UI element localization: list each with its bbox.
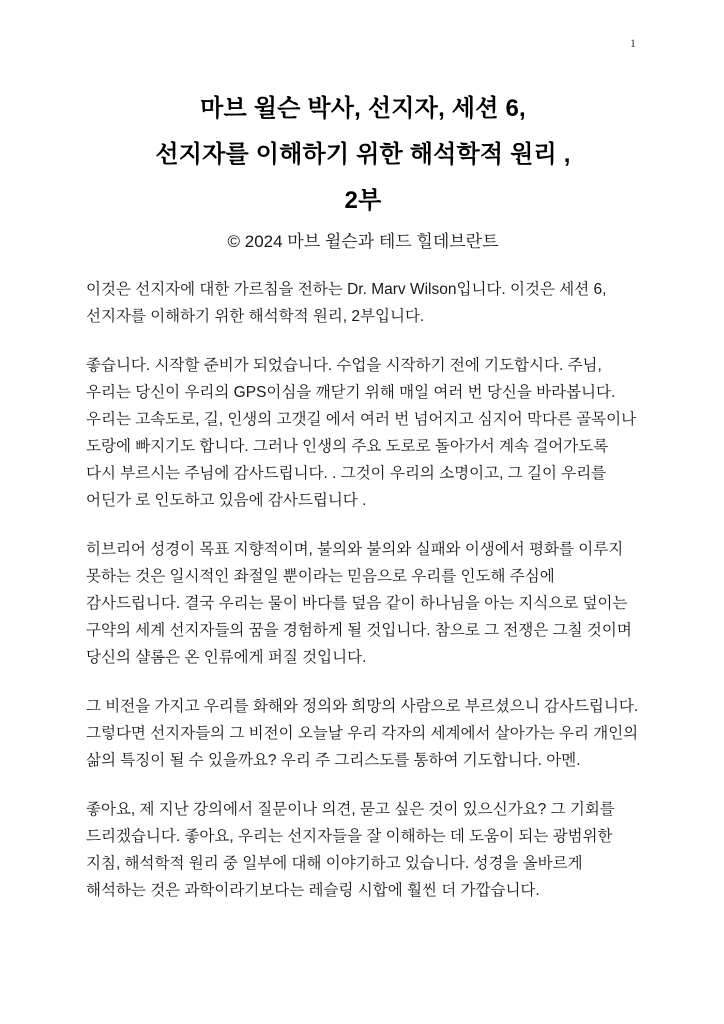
document-title-line: 선지자를 이해하기 위한 해석학적 원리 , — [155, 141, 571, 168]
paragraph: 히브리어 성경이 목표 지향적이며, 불의와 불의와 실패와 이생에서 평화를 이루지 못하는 것은 일시적인 좌절일 뿐이라는 믿음으로 우리를 인도해 주심에 감사드립니다. 결국 우리는 물이 바다를 덮음 같이 하나님을 아는 지식으로 덮이는 구약의 세계 선지자들의 꿈을 경험하게 될 것입니다. 참으로 그 전쟁은 그칠 것이며 당신의 샬롬은 온 인류에게 퍼질 것입니다. — [86, 541, 632, 666]
document-content — [86, 86, 640, 926]
document-title — [86, 86, 640, 224]
paragraph: 그 비전을 가지고 우리를 화해와 정의와 희망의 사람으로 부르셨으니 감사드립니다. 그렇다면 선지자들의 그 비전이 오늘날 우리 각자의 세계에서 살아가는 우리 개인의 삶의 특징이 될 수 있을까요? 우리 주 그리스도를 통하여 기도합니다. 아멘. — [86, 698, 639, 769]
page-number: 1 — [630, 36, 636, 50]
copyright-line: © 2024 마브 윌슨과 테드 힐데브란트 — [227, 232, 499, 251]
document-body — [86, 276, 640, 904]
document-title-line: 마브 윌슨 박사, 선지자, 세션 6, — [200, 95, 526, 122]
paragraph: 좋습니다. 시작할 준비가 되었습니다. 수업을 시작하기 전에 기도합시다. 주님, 우리는 당신이 우리의 GPS이심을 깨닫기 위해 매일 여러 번 당신을 바라봅니다. 우리는 고속도로, 길, 인생의 고갯길 에서 여러 번 넘어지고 심지어 막다른 골목이나 도랑에 빠지기도 합니다. 그러나 인생의 주요 도로로 돌아가서 계속 걸어가도록 다시 부르시는 주님에 감사드립니다. . 그것이 우리의 소명이고, 그 길이 우리를 어딘가 로 인도하고 있음에 감사드립니다 . — [86, 357, 637, 509]
paragraph: 좋아요, 제 지난 강의에서 질문이나 의견, 묻고 싶은 것이 있으신가요? 그 기회를 드리겠습니다. 좋아요, 우리는 선지자들을 잘 이해하는 데 도움이 되는 광범위한 지침, 해석학적 원리 중 일부에 대해 이야기하고 있습니다. 성경을 올바르게 해석하는 것은 과학이라기보다는 레슬링 시합에 훨씬 더 가깝습니다. — [86, 801, 615, 899]
paragraph: 이것은 선지자에 대한 가르침을 전하는 Dr. Marv Wilson입니다. 이것은 세션 6, 선지자를 이해하기 위한 해석학적 원리, 2부입니다. — [86, 281, 607, 325]
document-title-line: 2부 — [344, 187, 382, 214]
